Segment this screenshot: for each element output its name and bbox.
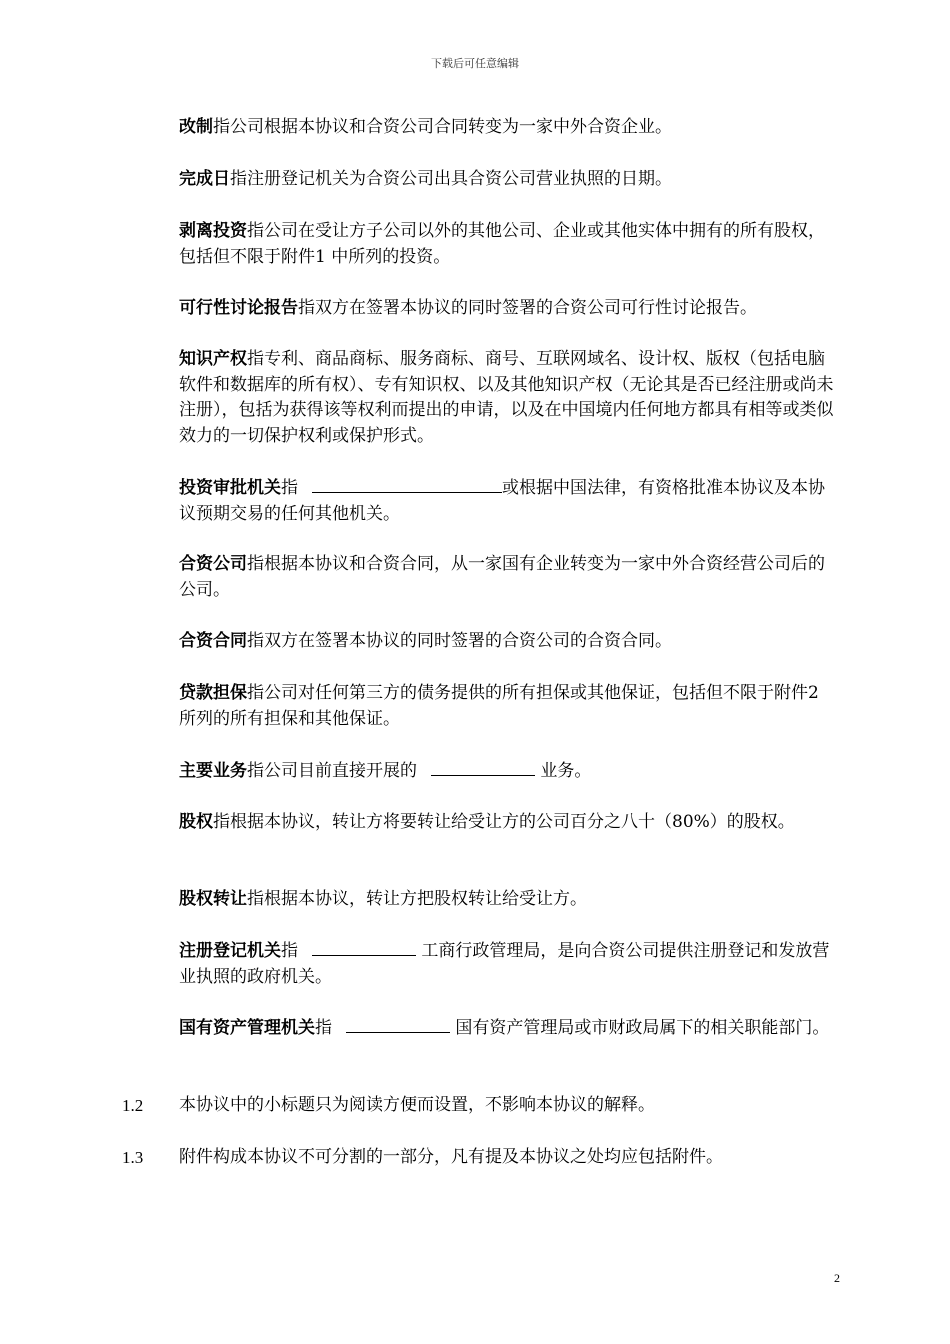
definition-text: 指 bbox=[281, 941, 298, 961]
definition-term: 注册登记机关 bbox=[179, 941, 281, 961]
definition-item bbox=[179, 938, 834, 990]
definition-text: 指根据本协议，转让方把股权转让给受让方。 bbox=[247, 889, 587, 909]
section-number: 1.3 bbox=[122, 1148, 144, 1167]
definition-item bbox=[179, 758, 834, 785]
definition-text: 指根据本协议和合资合同，从一家国有企业转变为一家中外合资经营公司后的公司。 bbox=[179, 554, 825, 600]
definition-text: 指专利、商品商标、服务商标、商号、互联网域名、设计权、版权（包括电脑软件和数据库的所有权）、专有知识权、以及其他知识产权（无论其是否已经注册或尚未注册），包括为获得该等权利而提出的申请，以及在中国境内任何地方都具有相等或类似效力的一切保护权利或保护形式。 bbox=[179, 349, 834, 446]
definition-term: 改制 bbox=[179, 117, 213, 137]
definition-item bbox=[179, 681, 834, 732]
definition-item bbox=[179, 552, 834, 603]
definition-text: 业务。 bbox=[535, 761, 592, 781]
definition-item bbox=[179, 219, 834, 270]
page-number: 2 bbox=[834, 1271, 840, 1285]
definition-text: 指 bbox=[315, 1018, 332, 1038]
definition-text: 国有资产管理局或市财政局属下的相关职能部门。 bbox=[450, 1018, 830, 1038]
fill-in-blank bbox=[431, 758, 535, 776]
definition-term: 国有资产管理机关 bbox=[179, 1018, 315, 1038]
section-text: 附件构成本协议不可分割的一部分，凡有提及本协议之处均应包括附件。 bbox=[179, 1147, 723, 1167]
definition-text: 指注册登记机关为合资公司出具合资公司营业执照的日期。 bbox=[230, 169, 672, 189]
definition-term: 可行性讨论报告 bbox=[179, 298, 298, 318]
fill-in-blank bbox=[312, 475, 502, 493]
definition-text: 指公司在受让方子公司以外的其他公司、企业或其他实体中拥有的所有股权，包括但不限于附件1 中所列的投资。 bbox=[179, 221, 825, 267]
definition-text: 或根据中国法律，有资格批准本协议及本协议预期交易的任何其他机关。 bbox=[179, 478, 825, 524]
definition-item bbox=[179, 347, 834, 449]
definition-item bbox=[179, 296, 834, 322]
definition-term: 股权 bbox=[179, 812, 213, 832]
definition-term: 完成日 bbox=[179, 169, 230, 189]
definition-item bbox=[179, 115, 834, 141]
section-number: 1.2 bbox=[122, 1096, 144, 1115]
definition-item bbox=[179, 887, 834, 913]
definition-term: 知识产权 bbox=[179, 349, 247, 369]
fill-in-blank bbox=[312, 938, 416, 956]
definition-term: 贷款担保 bbox=[179, 683, 247, 703]
definition-item bbox=[179, 167, 834, 193]
definition-term: 投资审批机关 bbox=[179, 478, 281, 498]
definition-term: 合资公司 bbox=[179, 554, 247, 574]
definition-term: 合资合同 bbox=[179, 631, 247, 651]
definition-term: 主要业务 bbox=[179, 761, 247, 781]
fill-in-blank bbox=[346, 1015, 450, 1033]
definition-text: 指公司目前直接开展的 bbox=[247, 761, 417, 781]
definition-text: 指 bbox=[281, 478, 298, 498]
definition-item bbox=[179, 1015, 834, 1042]
definition-text: 指公司对任何第三方的债务提供的所有担保或其他保证，包括但不限于附件2 所列的所有担保和其他保证。 bbox=[179, 683, 819, 729]
definition-text: 指双方在签署本协议的同时签署的合资公司的合资合同。 bbox=[247, 631, 672, 651]
definition-term: 股权转让 bbox=[179, 889, 247, 909]
definition-text: 指公司根据本协议和合资公司合同转变为一家中外合资企业。 bbox=[213, 117, 672, 137]
definition-item bbox=[179, 475, 834, 527]
section-text: 本协议中的小标题只为阅读方便而设置，不影响本协议的解释。 bbox=[179, 1095, 655, 1115]
definition-item bbox=[179, 629, 834, 655]
definition-text: 指双方在签署本协议的同时签署的合资公司可行性讨论报告。 bbox=[298, 298, 757, 318]
definition-term: 剥离投资 bbox=[179, 221, 247, 241]
definition-text: 指根据本协议，转让方将要转让给受让方的公司百分之八十（80%）的股权。 bbox=[213, 812, 795, 832]
definition-text: 工商行政管理局，是向合资公司提供注册登记和发放营业执照的政府机关。 bbox=[179, 941, 830, 987]
definition-item bbox=[179, 810, 834, 836]
page-header: 下载后可任意编辑 bbox=[431, 57, 519, 70]
